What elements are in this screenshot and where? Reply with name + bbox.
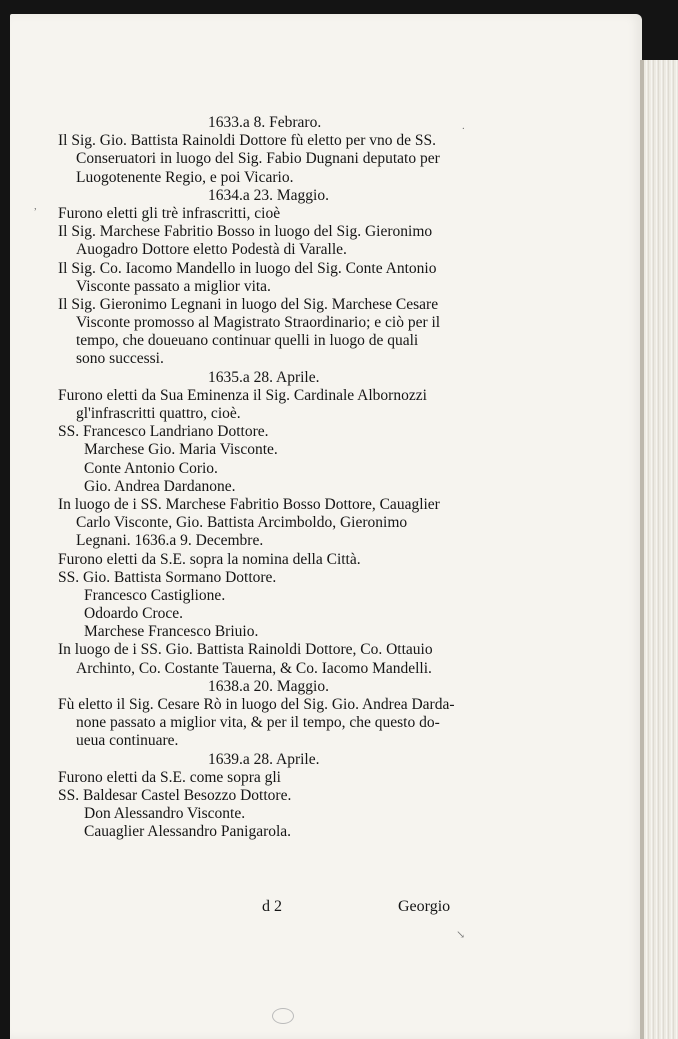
ink-speck: ↘ <box>456 929 466 941</box>
text-line: ueua continuare. <box>76 732 179 750</box>
date-heading: 1639.a 28. Aprile. <box>208 750 320 768</box>
page-edges <box>640 60 678 1039</box>
signature-mark: d 2 <box>262 898 282 915</box>
text-line: Fù eletto il Sig. Cesare Rò in luogo del Sig. Gio. Andrea Darda- <box>58 696 455 713</box>
text-line: tempo, che doueuano continuar quelli in luogo de quali <box>76 332 419 350</box>
text-line: Don Alessandro Visconte. <box>84 805 246 823</box>
text-line: Luogotenente Regio, e poi Vicario. <box>76 168 294 186</box>
text-line: Auogadro Dottore eletto Podestà di Varalle. <box>76 241 347 259</box>
text-line: Conte Antonio Corio. <box>84 459 218 477</box>
date-heading: 1634.a 23. Maggio. <box>208 186 329 204</box>
catchword: Georgio <box>398 898 451 915</box>
text-line: Cauaglier Alessandro Panigarola. <box>84 823 292 841</box>
text-line: Odoardo Croce. <box>84 605 183 623</box>
text-line: Francesco Castiglione. <box>84 586 226 604</box>
text-line: Carlo Visconte, Gio. Battista Arcimboldo, Gieronimo <box>76 514 408 532</box>
text-line: Legnani. 1636.a 9. Decembre. <box>76 532 264 550</box>
text-line: none passato a miglior vita, & per il tempo, che questo do- <box>76 714 440 732</box>
text-line: Marchese Gio. Maria Visconte. <box>84 441 278 459</box>
text-line: Visconte passato a miglior vita. <box>76 277 271 295</box>
text-line: SS. Francesco Landriano Dottore. <box>58 423 269 441</box>
date-heading: 1635.a 28. Aprile. <box>208 368 320 386</box>
text-line: sono successi. <box>76 350 164 368</box>
text-line: In luogo de i SS. Gio. Battista Rainoldi Dottore, Co. Ottauio <box>58 641 433 659</box>
date-heading: 1633.a 8. Febraro. <box>208 114 322 131</box>
text-line: SS. Baldesar Castel Besozzo Dottore. <box>58 786 292 804</box>
text-line: Furono eletti da S.E. sopra la nomina della Città. <box>58 550 361 568</box>
text-line: Il Sig. Gio. Battista Rainoldi Dottore fù eletto per vno de SS. <box>58 132 436 150</box>
text-line: Il Sig. Marchese Fabritio Bosso in luogo del Sig. Gieronimo <box>58 223 433 241</box>
ink-speck: , <box>34 200 37 212</box>
ink-speck: . <box>462 120 465 132</box>
text-line: SS. Gio. Battista Sormano Dottore. <box>58 568 277 586</box>
ornament-stamp-icon <box>272 1008 294 1024</box>
text-line: Conseruatori in luogo del Sig. Fabio Dugnani deputato per <box>76 150 440 168</box>
text-line: gl'infrascritti quattro, cioè. <box>76 405 241 422</box>
date-heading: 1638.a 20. Maggio. <box>208 677 329 695</box>
text-line: Archinto, Co. Costante Tauerna, & Co. Iacomo Mandelli. <box>76 659 432 677</box>
text-line: Gio. Andrea Dardanone. <box>84 477 236 495</box>
page-text <box>58 114 488 842</box>
text-line: Visconte promosso al Magistrato Straordinario; e ciò per il <box>76 314 441 332</box>
text-line: Il Sig. Gieronimo Legnani in luogo del Sig. Marchese Cesare <box>58 295 439 313</box>
text-line: Furono eletti da S.E. come sopra gli <box>58 768 281 786</box>
text-line: Furono eletti gli trè infrascritti, cioè <box>58 204 281 222</box>
text-line: Il Sig. Co. Iacomo Mandello in luogo del Sig. Conte Antonio <box>58 259 437 277</box>
text-line: Furono eletti da Sua Eminenza il Sig. Cardinale Albornozzi <box>58 386 427 404</box>
text-line: Marchese Francesco Briuio. <box>84 623 259 641</box>
text-line: In luogo de i SS. Marchese Fabritio Bosso Dottore, Cauaglier <box>58 495 440 513</box>
